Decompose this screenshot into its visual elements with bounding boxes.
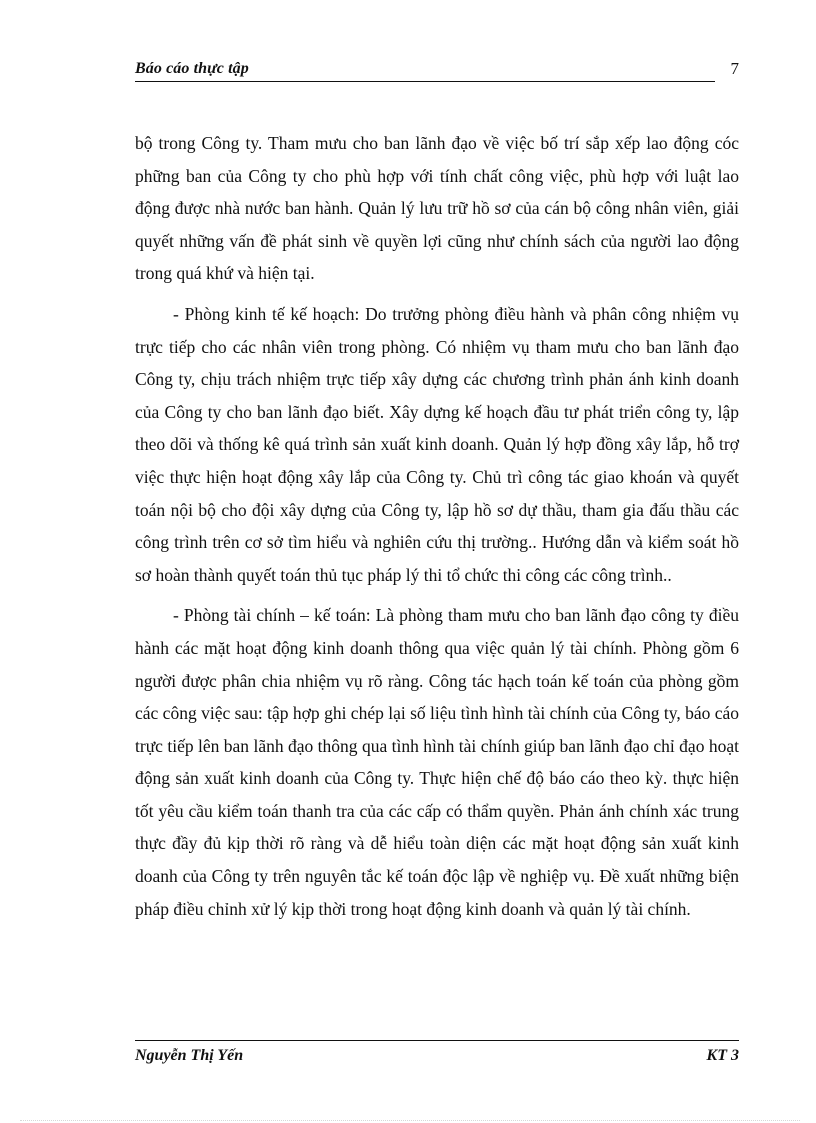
page-header	[135, 58, 739, 84]
header-rule	[135, 81, 715, 82]
paragraph-planning-department: - Phòng kinh tế kế hoạch: Do trưởng phòng điều hành và phân công nhiệm vụ trực tiếp cho các nhân viên trong phòng. Có nhiệm vụ tham mưu cho ban lãnh đạo Công ty, chịu trách nhiệm trực tiếp xây dựng các chương trình phản ánh kinh doanh của Công ty cho ban lãnh đạo biết. Xây dựng kế hoạch đầu tư phát triển công ty, lập theo dõi và thống kê quá trình sản xuất kinh doanh. Quản lý hợp đồng xây lắp, hỗ trợ việc thực hiện hoạt động xây lắp của Công ty. Chủ trì công tác giao khoán và quyết toán nội bộ cho đội xây dựng của Công ty, lập hồ sơ dự thầu, tham gia đấu thầu các công trình trên cơ sở tìm hiểu và nghiên cứu thị trường.. Hướng dẫn và kiểm soát hồ sơ hoàn thành quyết toán thủ tục pháp lý thi tổ chức thi công các công trình..	[135, 303, 739, 585]
page-edge	[20, 1120, 800, 1121]
report-title: Báo cáo thực tập	[135, 60, 249, 77]
paragraph-personnel-continued: bộ trong Công ty. Tham mưu cho ban lãnh đạo về việc bố trí sắp xếp lao động cóc phững ban của Công ty cho phù hợp với tính chất công việc, phù hợp với luật lao động được nhà nước ban hành. Quản lý lưu trữ hồ sơ của cán bộ công nhân viên, giải quyết những vấn đề phát sinh về quyền lợi cũng như chính sách của người lao động trong quá khứ và hiện tại.	[135, 133, 739, 284]
page-footer	[135, 1040, 739, 1068]
class-code: KT 3	[706, 1047, 739, 1064]
page-number: 7	[730, 59, 739, 78]
footer-rule	[135, 1040, 739, 1041]
paragraph-finance-department: - Phòng tài chính – kế toán: Là phòng tham mưu cho ban lãnh đạo công ty điều hành các mặt hoạt động kinh doanh thông qua việc quản lý tài chính. Phòng gồm 6 người được phân chia nhiệm vụ rõ ràng. Công tác hạch toán kế toán của phòng gồm các công việc sau: tập hợp ghi chép lại số liệu tình hình tài chính của Công ty, báo cáo trực tiếp lên ban lãnh đạo thông qua tình hình tài chính giúp ban lãnh đạo chỉ đạo hoạt động sản xuất kinh doanh của Công ty. Thực hiện chế độ báo cáo theo kỳ. thực hiện tốt yêu cầu kiểm toán thanh tra của các cấp có thẩm quyền. Phản ánh chính xác trung thực đầy đủ kịp thời rõ ràng và dễ hiểu toàn diện các mặt hoạt động sản xuất kinh doanh của Công ty trên nguyên tắc kế toán độc lập về nghiệp vụ. Đề xuất những biện pháp điều chỉnh xử lý kịp thời trong hoạt động kinh doanh và quản lý tài chính.	[135, 605, 739, 919]
body-text	[135, 127, 739, 933]
author-name: Nguyễn Thị Yến	[135, 1047, 244, 1064]
